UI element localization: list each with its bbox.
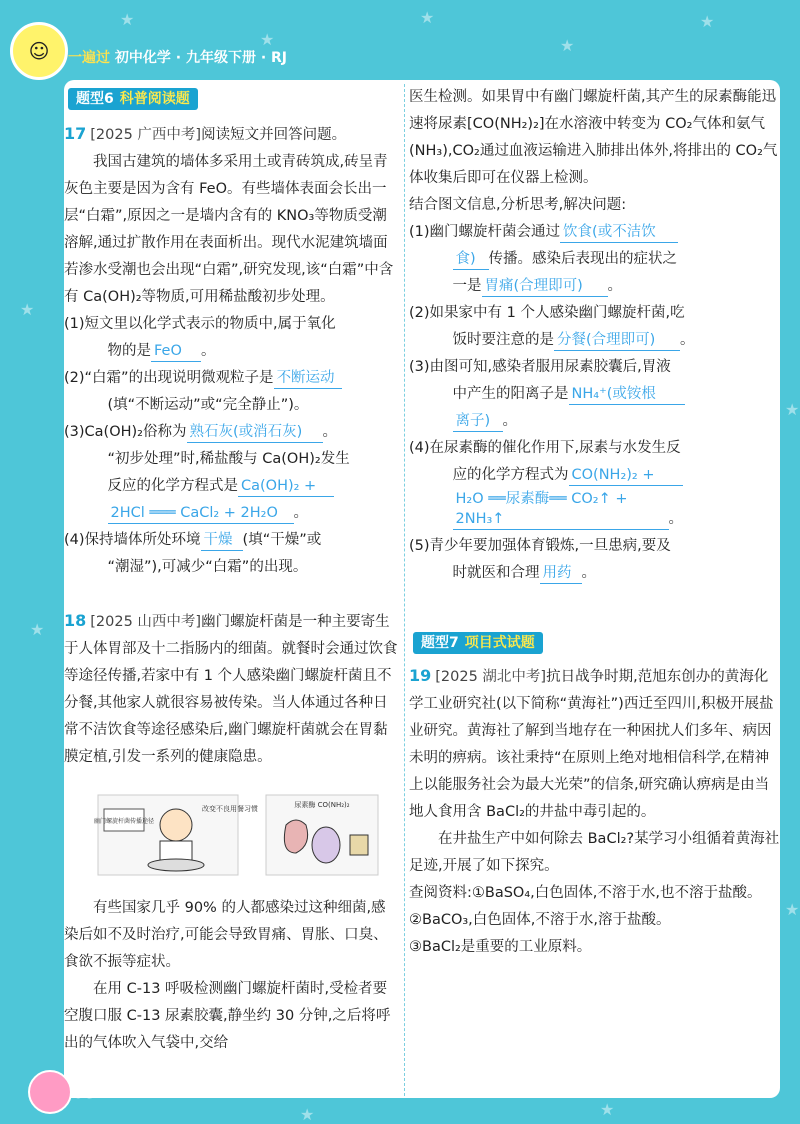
passage-2: 有些国家几乎 90% 的人都感染过这种细菌,感染后如不及时治疗,可能会导致胃痛、胃胀、口臭、食欲不振等症状。 — [64, 900, 388, 970]
answer-4: 干燥 — [201, 530, 243, 551]
mascot-icon: ☺ — [10, 22, 68, 80]
section-tag-7 — [413, 632, 543, 654]
question-source: [2025 湖北中考] — [435, 669, 547, 685]
footer-slogan-line2: 下遍更出彩 — [100, 1090, 140, 1099]
question-stem: 阅读短文并回答问题。 — [201, 127, 347, 143]
question-18 — [64, 607, 399, 771]
sub-question-2-cont: 饭时要注意的是 — [452, 332, 554, 348]
sub-question-5-cont: 时就医和合理 — [452, 565, 540, 581]
section-tag-label: 题型7 — [421, 635, 459, 651]
brand-name: 一遍过 — [68, 50, 110, 66]
book-title — [68, 47, 287, 67]
sub-question-3-cont: “初步处理”时,稀盐酸与 Ca(OH)₂发生 — [107, 451, 350, 467]
sub-question-4: (4)保持墙体所处环境 — [64, 532, 201, 548]
column-divider — [404, 84, 405, 1096]
answer-3: 熟石灰(或消石灰) — [187, 422, 323, 443]
answer-1b: 胃痛(合理即可) — [482, 276, 608, 297]
figure-row — [93, 795, 378, 875]
question-source: [2025 广西中考] — [90, 127, 202, 143]
section-tag-label: 题型6 — [76, 91, 114, 107]
answer-4: CO(NH₂)₂ + — [569, 465, 683, 486]
sub-question-1-cont: 物的是 — [107, 343, 151, 359]
sub-question-1: (1)幽门螺旋杆菌会通过 — [409, 224, 561, 240]
question-19 — [409, 662, 780, 961]
question-17: 17 [2025 广西中考]阅读短文并回答问题。 我国古建筑的墙体多采用土或青砖筑成,砖呈青灰色主要是因为含有 FeO。有些墙体表面会长出一层“白霜”,原因之一是墙内含有的 KNO₃等物质受潮溶解,通过扩散作用在表面析出。现代水泥建筑墙面若渗水受潮也会出现“白霜”,研究发现,该“白霜”中含有 Ca(OH)₂等物质,可用稀盐酸初步处理。 (1)短文里以化学式表示的物质中,属于氧化 物的是 FeO 。 (2)“白霜”的出现说明微观粒子是 不断运动 (填“不断运动”或“完全静止”)。 (3)Ca(OH)₂俗称为 熟石灰(或消石灰) 。 “初步处理”时,稀盐酸与 Ca(OH)₂发生 反应的化学方程式是 Ca(OH)₂ + 2HCl ═══ CaCl₂ + 2H₂O 。 (4)保持墙体所处环境 干燥 (填“干燥”或 “潮湿”),可减少“白霜”的出现。 — [64, 120, 399, 581]
answer-1-cont: 食) — [453, 249, 489, 270]
sub-question-5: (5)青少年要加强体育锻炼,一旦患病,要及 — [409, 538, 671, 554]
answer-2: 不断运动 — [274, 368, 342, 389]
sub-question-2: (2)“白霜”的出现说明微观粒子是 — [64, 370, 274, 386]
sub-question-4-cont2: “潮湿”),可减少“白霜”的出现。 — [107, 559, 308, 575]
figure-caption: 尿素酶 CO(NH₂)₂ — [294, 801, 350, 809]
answer-2: 分餐(合理即可) — [554, 330, 680, 351]
sub-question-1-cont2: 一是 — [452, 278, 482, 294]
sub-question-4-cont: 应的化学方程式为 — [452, 467, 569, 483]
passage-2: 在井盐生产中如何除去 BaCl₂?某学习小组循着黄海社足迹,开展了如下探究。 — [409, 831, 780, 874]
question-number: 19 — [409, 666, 432, 685]
passage: 我国古建筑的墙体多采用土或青砖筑成,砖呈青灰色主要是因为含有 FeO。有些墙体表面会长出一层“白霜”,原因之一是墙内含有的 KNO₃等物质受潮溶解,通过扩散作用在表面析出。现代水泥建筑墙面若渗水受潮也会出现“白霜”,研究发现,该“白霜”中含有 Ca(OH)₂等物质,可用稀盐酸初步处理。 — [64, 154, 394, 305]
sub-question-3-cont2: 反应的化学方程式是 — [107, 478, 238, 494]
answer-3-equation: Ca(OH)₂ + — [238, 476, 334, 497]
footer-slogan-line1: 上遍以后好 — [100, 1080, 140, 1089]
answer-3: NH₄⁺(或铵根 — [569, 384, 685, 405]
footer-mascot-icon — [28, 1070, 72, 1114]
question-source: [2025 山西中考] — [90, 614, 202, 630]
sub-question-2: (2)如果家中有 1 个人感染幽门螺旋杆菌,吃 — [409, 305, 685, 321]
digestion-illustration — [266, 795, 378, 875]
answer-1: 饮食(或不洁饮 — [560, 222, 678, 243]
sub-question-3: (3)Ca(OH)₂俗称为 — [64, 424, 187, 440]
question-18-right: 医生检测。如果胃中有幽门螺旋杆菌,其产生的尿素酶能迅速将尿素[CO(NH₂)₂]在水溶液中转变为 CO₂气体和氨气(NH₃),CO₂通过血液运输进入肺排出体外,将排出的 CO₂气体收集后即可在仪器上检测。 结合图文信息,分析思考,解决问题: (1)幽门螺旋杆菌会通过 饮食(或不洁饮 食) 传播。感染后表现出的症状之 一是 胃痛(合理即可) 。 (2)如果家中有 1 个人感染幽门螺旋杆菌,吃 饭时要注意的是 分餐(合理即可) 。 (3)由图可知,感染者服用尿素胶囊后,胃液 中产生的阳离子是 NH₄⁺(或铵根 离子) 。 (4)在尿素酶的催化作用下,尿素与水发生反 应的化学方程式为 CO(NH₂)₂ + H₂O ══尿素酶══ CO₂↑ + 2NH₃↑ 。 (5)青少年要加强体育锻炼,一旦患病,要及 时就医和合理 用药 。 — [409, 84, 780, 587]
background-stars: ★ ★ ★ ★ ★ ★ ★ ★ ★ ★ ★ — [20, 8, 800, 1124]
sub-question-1-cont: 传播。感染后表现出的症状之 — [488, 251, 677, 267]
section-tag-title: 科普阅读题 — [119, 91, 190, 107]
passage: 幽门螺旋杆菌是一种主要寄生于人体胃部及十二指肠内的细菌。就餐时会通过饮食等途径传播,若家中有 1 个人感染幽门螺旋杆菌且不分餐,其他家人就很容易被传染。当人体通过各种日常不洁饮食等途径感染后,幽门螺旋杆菌就会在胃黏膜定植,引发一系列的健康隐患。 — [64, 614, 398, 765]
figure-caption: 改变不良用餐习惯 — [202, 805, 258, 813]
figure-label: 幽门螺旋杆菌传播途径 — [93, 818, 155, 825]
section-tag-title: 项目式试题 — [464, 635, 535, 651]
passage-4: 医生检测。如果胃中有幽门螺旋杆菌,其产生的尿素酶能迅速将尿素[CO(NH₂)₂]在水溶液中转变为 CO₂气体和氨气(NH₃),CO₂通过血液运输进入肺排出体外,将排出的 CO₂气体收集后即可在仪器上检测。 — [409, 89, 778, 186]
sub-question-3: (3)由图可知,感染者服用尿素胶囊后,胃液 — [409, 359, 671, 375]
reference-2: ②BaCO₃,白色固体,不溶于水,溶于盐酸。 — [409, 912, 671, 928]
reference-3: ③BaCl₂是重要的工业原料。 — [409, 939, 592, 955]
passage-3: 在用 C-13 呼吸检测幽门螺旋杆菌时,受检者要空腹口服 C-13 尿素胶囊,静坐约 30 分钟,之后将呼出的气体吹入气袋中,交给 — [64, 981, 391, 1051]
answer-3-equation-cont: 2HCl ═══ CaCl₂ + 2H₂O — [108, 503, 294, 524]
dining-illustration — [93, 795, 258, 875]
book-series: 初中化学 · 九年级下册 · RJ — [110, 50, 287, 66]
header-bar — [0, 0, 800, 88]
page-number: 83 — [72, 1082, 98, 1103]
passage: 抗日战争时期,范旭东创办的黄海化学工业研究社(以下简称“黄海社”)西迁至四川,积极开展盐业研究。黄海社了解到当地存在一种困扰人们多年、病因未明的痹病。该社秉持“在原则上绝对地相信科学,在精神上以能服务社会为最大光荣”的信条,研究确认痹病是由当地人食用含 BaCl₂的井盐中毒引起的。 — [409, 669, 774, 820]
answer-3-cont: 离子) — [453, 411, 503, 432]
question-number: 18 — [64, 611, 87, 630]
section-tag-6 — [68, 88, 198, 110]
sub-question-1: (1)短文里以化学式表示的物质中,属于氧化 — [64, 316, 336, 332]
sub-question-3-cont: 中产生的阳离子是 — [452, 386, 569, 402]
question-18-cont — [64, 895, 399, 1057]
answer-1: FeO — [151, 341, 201, 362]
sub-question-2-cont: (填“不断运动”或“完全静止”)。 — [107, 397, 309, 413]
sub-question-4-cont: (填“干燥”或 — [242, 532, 322, 548]
footer-slogan — [100, 1080, 140, 1100]
sub-question-4: (4)在尿素酶的催化作用下,尿素与水发生反 — [409, 440, 681, 456]
page-content — [64, 80, 780, 1098]
question-number: 17 — [64, 124, 87, 143]
instructions: 结合图文信息,分析思考,解决问题: — [409, 197, 627, 213]
answer-4-equation: H₂O ══尿素酶══ CO₂↑ + 2NH₃↑ — [453, 489, 669, 530]
reference-1: 查阅资料:①BaSO₄,白色固体,不溶于水,也不溶于盐酸。 — [409, 885, 762, 901]
answer-5: 用药 — [540, 563, 582, 584]
